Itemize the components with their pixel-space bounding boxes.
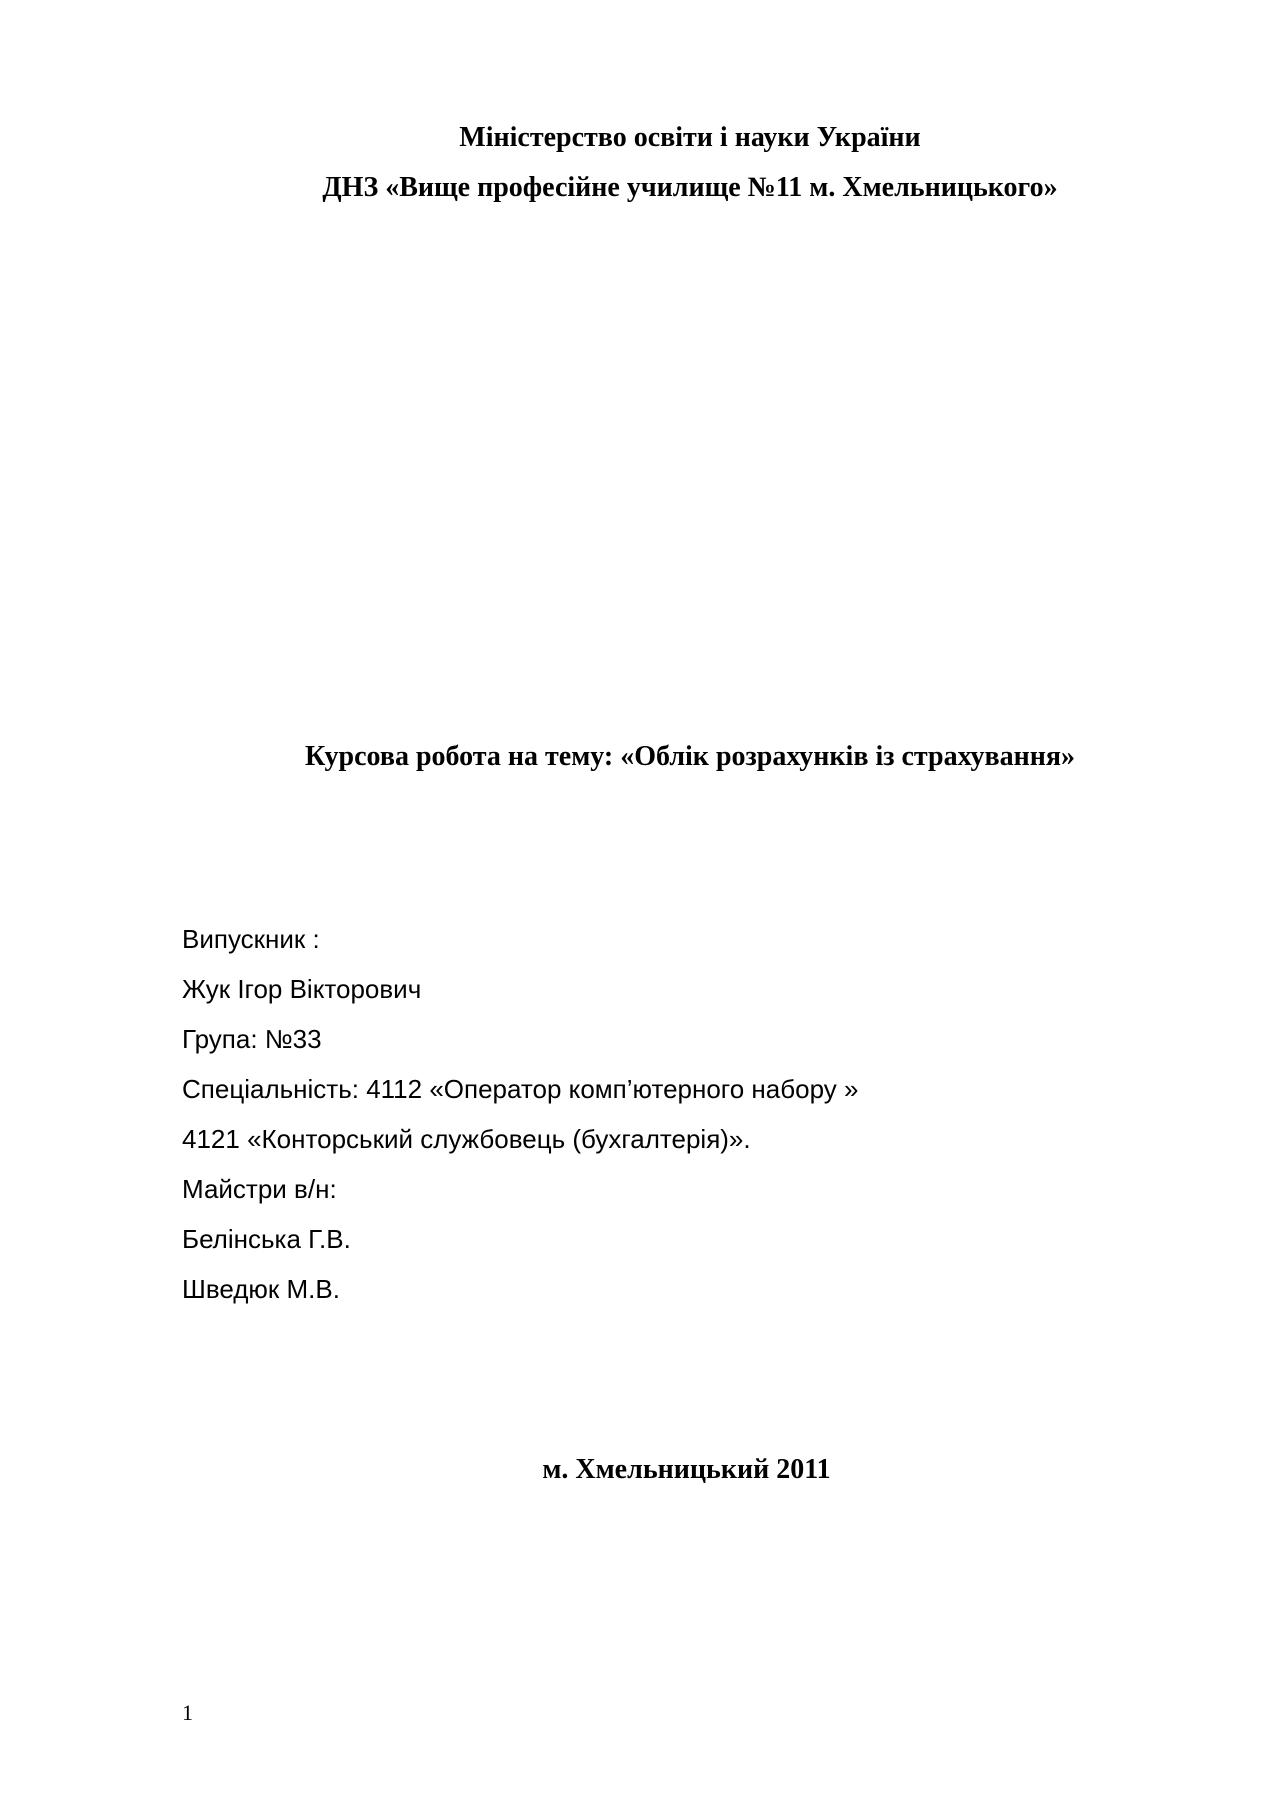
page-number: 1 xyxy=(182,1700,193,1725)
master-name-1: Белінська Г.В. xyxy=(182,1224,351,1254)
coursework-title: Курсова робота на тему: «Облік розрахунків із страхування» xyxy=(304,741,1076,772)
specialty-line-2: 4121 «Конторський службовець (бухгалтерія)». xyxy=(182,1124,751,1154)
master-name-2: Шведюк М.В. xyxy=(182,1274,340,1304)
graduate-name: Жук Ігор Вікторович xyxy=(182,974,422,1004)
ministry-heading: Міністерство освіти і науки України xyxy=(459,122,921,153)
student-info-block xyxy=(182,914,858,1314)
graduate-label: Випускник : xyxy=(182,924,320,954)
specialty-line: Спеціальність: 4112 «Оператор комп’ютерного набору » xyxy=(182,1074,859,1104)
city-year: м. Хмельницький 2011 xyxy=(542,1454,831,1485)
masters-label: Майстри в/н: xyxy=(182,1174,337,1204)
group-line: Група: №33 xyxy=(182,1024,322,1054)
school-heading: ДНЗ «Вище професійне училище №11 м. Хмельницького» xyxy=(322,172,1058,203)
